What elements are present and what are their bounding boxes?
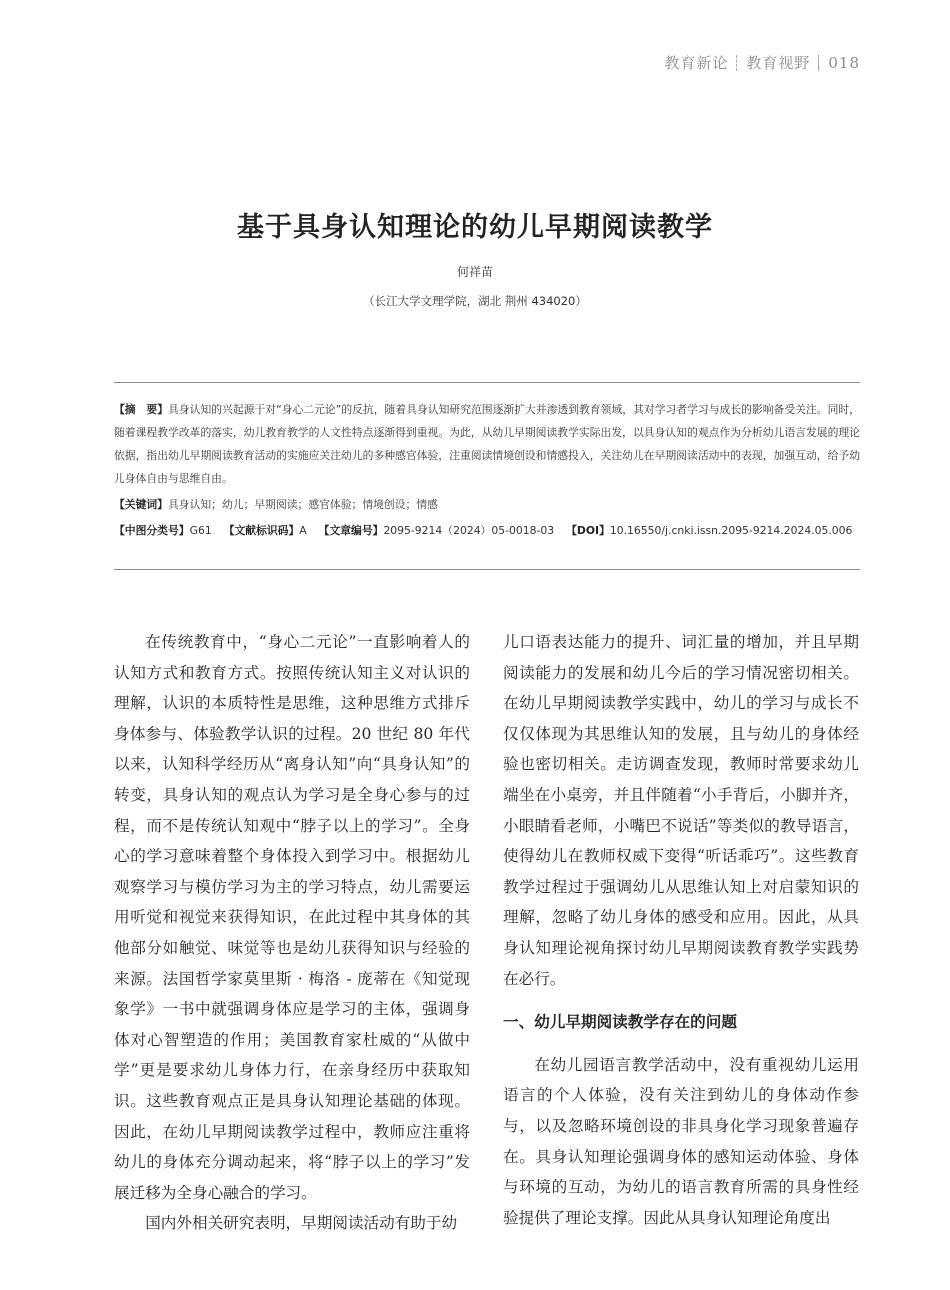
- doi-value: 10.16550/j.cnki.issn.2095-9214.2024.05.006: [609, 524, 853, 537]
- abstract-text: 具身认知的兴起源于对“身心二元论”的反抗，随着具身认知研究范围逐渐扩大并渗透到教育领域，其对学习者学习与成长的影响备受关注。同时，随着课程教学改革的落实，幼儿教育教学的人文性特点逐渐得到重视。为此，从幼儿早期阅读教学实际出发，以具身认知的观点作为分析幼儿语言发展的理论依据，指出幼儿早期阅读教育活动的实施应关注幼儿的多种感官体验，注重阅读情境创设和情感投入，关注幼儿在早期阅读活动中的表现，加强互动，给予幼儿身体自由与思维自由。: [114, 403, 860, 485]
- body-paragraph: 在幼儿园语言教学活动中，没有重视幼儿运用语言的个人体验，没有关注到幼儿的身体动作参与，以及忽略环境创设的非具身化学习现象普遍存在。具身认知理论强调身体的感知运动体验、身体与环境的互动，为幼儿的语言教育所需的具身性经验提供了理论支撑。因此从具身认知理论角度出: [503, 1055, 859, 1227]
- clc-value: G61: [189, 524, 212, 537]
- abstract-bottom-rule: [114, 569, 860, 570]
- header-divider: [736, 55, 738, 71]
- body-left-column: [114, 627, 470, 1239]
- body-right-column: [503, 627, 859, 1233]
- doc-code-value: A: [299, 524, 307, 537]
- body-paragraph: 国内外相关研究表明，早期阅读活动有助于幼: [145, 1214, 458, 1233]
- classification-line: [114, 519, 860, 542]
- article-no-value: 2095-9214（2024）05-0018-03: [383, 524, 555, 537]
- abstract-top-rule: [114, 382, 860, 383]
- abstract-label: 【摘 要】: [114, 403, 169, 416]
- journal-section-name: 教育新论: [664, 54, 729, 72]
- keywords-text: 具身认知；幼儿；早期阅读；感官体验；情境创设；情感: [167, 498, 438, 511]
- header-divider: [818, 55, 820, 71]
- keywords-label: 【关键词】: [114, 498, 168, 511]
- author-name: 何祥苗: [456, 265, 493, 279]
- doc-code-label: 【文献标识码】: [223, 524, 300, 537]
- running-head: [664, 52, 860, 73]
- body-paragraph: 儿口语表达能力的提升、词汇量的增加，并且早期阅读能力的发展和幼儿今后的学习情况密切相关。在幼儿早期阅读教学实践中，幼儿的学习与成长不仅仅体现为其思维认知的发展，且与幼儿的身体经验也密切相关。走访调查发现，教师时常要求幼儿端坐在小桌旁，并且伴随着“小手背后，小脚并齐，小眼睛看老师，小嘴巴不说话”等类似的教导语言，使得幼儿在教师权威下变得“听话乖巧”。这些教育教学过程过于强调幼儿从思维认知上对启蒙知识的理解，忽略了幼儿身体的感受和应用。因此，从具身认知理论视角探讨幼儿早期阅读教育教学实践势在必行。: [503, 633, 859, 988]
- column-name: 教育视野: [746, 54, 811, 72]
- section-heading: 一、幼儿早期阅读教学存在的问题: [503, 1013, 737, 1032]
- abstract-block: [114, 398, 860, 542]
- doi-label: 【DOI】: [566, 524, 610, 537]
- clc-label: 【中图分类号】: [114, 524, 190, 537]
- abstract: [114, 398, 860, 490]
- keywords: [114, 493, 860, 516]
- page-number: 018: [828, 53, 860, 72]
- author-affiliation: （长江大学文理学院，湖北 荆州 434020）: [363, 294, 587, 308]
- article-title: 基于具身认知理论的幼儿早期阅读教学: [237, 212, 713, 243]
- body-paragraph: 在传统教育中，“身心二元论”一直影响着人的认知方式和教育方式。按照传统认知主义对认识的理解，认识的本质特性是思维，这种思维方式排斥身体参与、体验教学认识的过程。20 世纪 80 年代以来，认知科学经历从“离身认知”向“具身认知”的转变，具身认知的观点认为学习是全身心参与的过程，而不是传统认知观中“脖子以上的学习”。全身心的学习意味着整个身体投入到学习中。根据幼儿观察学习与模仿学习为主的学习特点，幼儿需要运用听觉和视觉来获得知识，在此过程中其身体的其他部分如触觉、味觉等也是幼儿获得知识与经验的来源。法国哲学家莫里斯 · 梅洛 - 庞蒂在《知觉现象学》一书中就强调身体应是学习的主体，强调身体对心智塑造的作用；美国教育家杜威的“从做中学”更是要求幼儿身体力行，在亲身经历中获取知识。这些教育观点正是具身认知理论基础的体现。因此，在幼儿早期阅读教学过程中，教师应注重将幼儿的身体充分调动起来，将“脖子以上的学习”发展迁移为全身心融合的学习。: [114, 633, 470, 1202]
- article-no-label: 【文章编号】: [318, 524, 384, 537]
